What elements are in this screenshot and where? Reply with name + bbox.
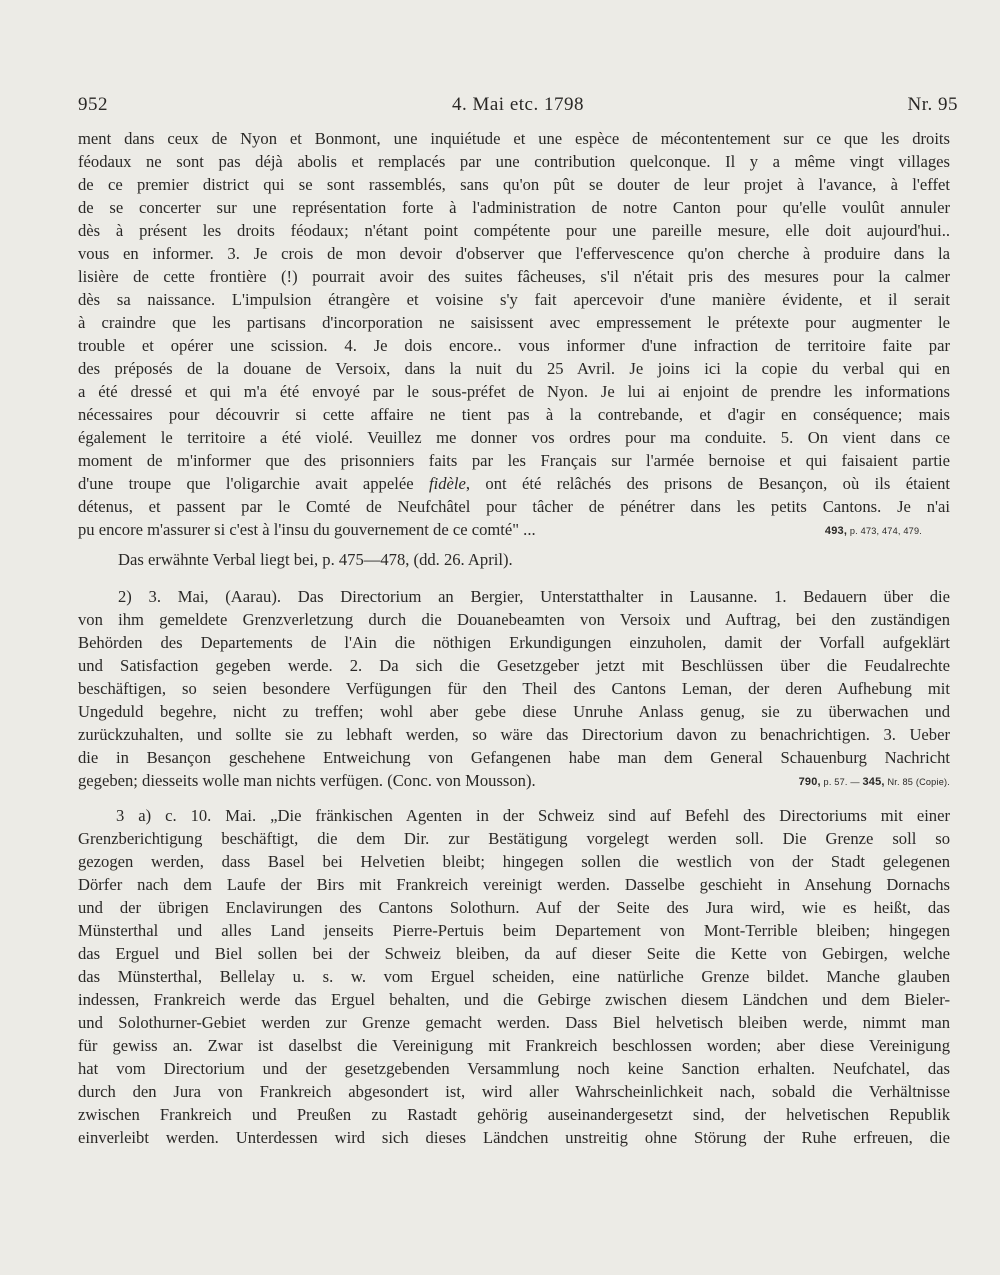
text-line: das Münsterthal, Bellelay u. s. w. vom Erguel scheiden, eine natürliche Grenze bildet. Manche glauben	[78, 967, 950, 986]
text-line: également le territoire a été violé. Veuillez me donner vos ordres pour ma conduite. 5. On vient dans ce	[78, 428, 950, 447]
text-line: Behörden des Departements de l'Ain die nöthigen Erkundigungen einzuholen, damit der Vorfall aufgeklärt	[78, 633, 950, 652]
note-verbal: Das erwähnte Verbal liegt bei, p. 475—478, (dd. 26. April).	[118, 550, 513, 569]
page-header	[78, 94, 958, 118]
text-line: Grenzberichtigung beschäftigt, die dem Dir. zur Bestätigung vorgelegt werden soll. Die Grenze soll so	[78, 829, 950, 848]
reference-pages: p. 473, 474, 479.	[847, 526, 922, 536]
text-line: d'une troupe que l'oligarchie avait appelée fidèle, ont été relâchés des prisons de Besançon, où ils étaient	[78, 474, 950, 493]
text-line	[78, 519, 950, 541]
text-line: indessen, Frankreich werde das Erguel behalten, und die Gebirge zwischen diesem Ländchen und dem Bieler-	[78, 990, 950, 1009]
text-line: zurückzuhalten, und sollte sie zu lebhaft werden, so wäre das Directorium davon zu benachrichtigen. 3. Ueber	[78, 725, 950, 744]
text-line: 2) 3. Mai, (Aarau). Das Directorium an Bergier, Unterstatthalter in Lausanne. 1. Bedauern über die	[118, 587, 950, 606]
reference-volume: 493,	[824, 525, 848, 537]
text-line: ment dans ceux de Nyon et Bonmont, une inquiétude et une espèce de mécontentement sur ce que les droits	[78, 129, 950, 148]
text-line: und der übrigen Enclavirungen des Cantons Solothurn. Auf der Seite des Jura wird, wie es heißt, das	[78, 898, 950, 917]
italic-word: fidèle	[428, 474, 466, 493]
text-line: trouble et opérer une scission. 4. Je dois encore.. vous informer d'une infraction de territoire faite par	[78, 336, 950, 355]
text-line: zwischen Frankreich und Preußen zu Rastadt gehörig auseinandergesetzt sind, der helvetischen Republik	[78, 1105, 950, 1124]
text-line: beschäftigen, so seien besondere Verfügungen für den Theil des Cantons Leman, der deren Aufhebung mit	[78, 679, 950, 698]
text-line: Münsterthal und alles Land jenseits Pierre-Pertuis beim Departement von Mont-Terrible bleiben; hingegen	[78, 921, 950, 940]
text-line: vous en informer. 3. Je crois de mon devoir d'observer que l'effervescence qu'on cherche à produire dans la	[78, 244, 950, 263]
text-line: a été dressé et qui m'a été envoyé par le sous-préfet de Nyon. Je lui ai enjoint de prendre les informations	[78, 382, 950, 401]
running-title: 4. Mai etc. 1798	[451, 94, 584, 115]
text-line: à craindre que les partisans d'incorporation ne saisissent avec empressement le prétexte pour augmenter le	[78, 313, 950, 332]
text-line: nécessaires pour découvrir si cette affaire ne tient pas à la contrebande, et d'agir en conséquence; mais	[78, 405, 950, 424]
text-line: Ungeduld begehre, nicht zu treffen; wohl aber gebe diese Unruhe Anlass genug, sie zu überwachen und	[78, 702, 950, 721]
text-line: détenus, et passent par le Comté de Neufchâtel pour tâcher de pénétrer dans les petits Cantons. Je n'ai	[78, 497, 950, 516]
text-line: 3 a) c. 10. Mai. „Die fränkischen Agenten in der Schweiz sind auf Befehl des Directoriums mit einer	[116, 806, 950, 825]
text-line	[78, 770, 950, 792]
text-line: das Erguel und Biel sollen bei der Schweiz bleiben, da auf dieser Seite die Kette von Gebirgen, welche	[78, 944, 950, 963]
text-line: von ihm gemeldete Grenzverletzung durch die Douanebeamten von Versoix und Auftrag, bei den zuständigen	[78, 610, 950, 629]
text-line: moment de m'informer que des prisonniers faits par les Français sur l'armée bernoise et qui faisaient partie	[78, 451, 950, 470]
text-line: dès sa naissance. L'impulsion étrangère et voisine s'y fait apercevoir d'une manière évidente, et il serait	[78, 290, 950, 309]
text-line: dès à présent les droits féodaux; n'étant point compétente pour une pareille mesure, elle doit aujourd'hui..	[78, 221, 950, 240]
document-number: Nr. 95	[907, 94, 958, 115]
text-line: gezogen werden, dass Basel bei Helvetien bleibt; hingegen sollen die westlich von der Stadt gelegenen	[78, 852, 950, 871]
text-line-content: gegeben; diesseits wolle man nichts verfügen. (Conc. von Mousson).	[78, 771, 536, 790]
text-line: hat vom Directorium und der gesetzgebenden Versammlung noch keine Sanction erhalten. Neufchatel, das	[78, 1059, 950, 1078]
text-line: des préposés de la douane de Versoix, dans la nuit du 25 Avril. Je joins ici la copie du verbal qui en	[78, 359, 950, 378]
text-line: durch den Jura von Frankreich abgesondert ist, wird aller Wahrscheinlichkeit nach, sobald die Verhältnisse	[78, 1082, 950, 1101]
text-line: einverleibt werden. Unterdessen wird sich dieses Ländchen unstreitig ohne Störung der Ruhe erfreuen, die	[78, 1128, 950, 1147]
text-line: für gewiss an. Zwar ist daselbst die Vereinigung mit Frankreich beschlossen worden; aber diese Vereinigung	[78, 1036, 950, 1055]
text-line: die in Besançon geschehene Entweichung von Gefangenen habe man dem General Schauenburg Nachricht	[78, 748, 950, 767]
source-reference	[799, 771, 950, 793]
reference-volume: 790,	[798, 776, 821, 788]
text-line: und Solothurner-Gebiet werden zur Grenze gemacht werden. Dass Biel helvetisch bleiben werde, nimmt man	[78, 1013, 950, 1032]
reference-number: Nr. 85 (Copie).	[884, 777, 950, 787]
text-line: de ce premier district qui se sont rassemblés, sans qu'on pût se douter de leur projet à l'avance, à l'effet	[78, 175, 950, 194]
source-reference	[825, 520, 922, 542]
reference-volume: 345,	[862, 776, 885, 788]
reference-pages: p. 57. —	[820, 777, 863, 787]
text-line-content: pu encore m'assurer si c'est à l'insu du gouvernement de ce comté" ...	[78, 520, 536, 539]
text-line: und Satisfaction gegeben werde. 2. Da sich die Gesetzgeber jetzt mit Beschlüssen über die Feudalrechte	[78, 656, 950, 675]
text-line: Dörfer nach dem Laufe der Birs mit Frankreich vereinigt werden. Dasselbe geschieht in Ansehung Dornachs	[78, 875, 950, 894]
text-line: féodaux ne sont pas déjà abolis et remplacés par une contribution quelconque. Il y a même vingt villages	[78, 152, 950, 171]
page-number: 952	[78, 94, 108, 115]
text-line: de se concerter sur une représentation forte à l'administration de notre Canton pour qu'elle voulût annuler	[78, 198, 950, 217]
text-line: lisière de cette frontière (!) pourrait avoir des suites fâcheuses, s'il n'était pris des mesures pour la calmer	[78, 267, 950, 286]
